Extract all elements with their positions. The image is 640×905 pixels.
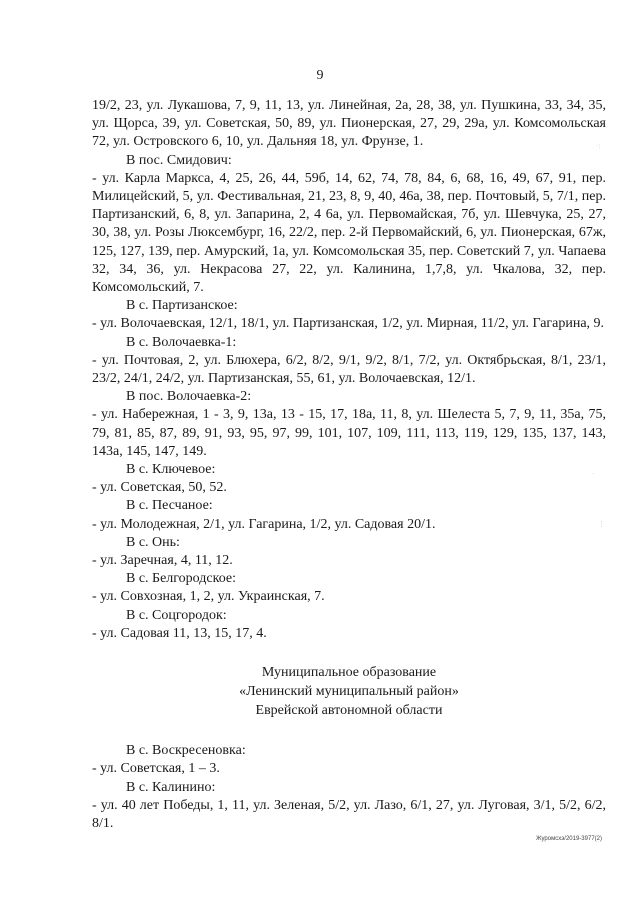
settlement-heading: В с. Воскресеновка: — [126, 743, 246, 759]
settlement-heading: В с. Соцгородок: — [126, 607, 227, 623]
address-list: - ул. 40 лет Победы, 1, 11, ул. Зеленая, 5/2, ул. Лазо, 6/1, 27, ул. Луговая, 3/1, 5/2, 6/2, 8/1. — [92, 797, 606, 831]
settlement-heading: В с. Ключевое: — [126, 462, 216, 478]
address-list: - ул. Советская, 1 – 3. — [92, 761, 220, 777]
address-list: - ул. Молодежная, 2/1, ул. Гагарина, 1/2, ул. Садовая 20/1. — [92, 516, 436, 532]
section-heading — [92, 663, 606, 720]
scan-speck: · — [592, 470, 595, 478]
settlement-list-smidovich-district — [92, 97, 606, 643]
settlement-heading: В с. Партизанское: — [126, 298, 238, 314]
section-heading-line: «Ленинский муниципальный район» — [239, 684, 459, 700]
settlement-heading: В с. Онь: — [126, 534, 180, 550]
address-list: - ул. Почтовая, 2, ул. Блюхера, 6/2, 8/2, 9/1, 9/2, 8/1, 7/2, ул. Октябрьская, 8/1, 23/1, 23/2, 24/1, 24/2, ул. Партизанская, 55, 61, ул. Волочаевская, 12/1. — [92, 352, 606, 387]
settlement-heading: В с. Белгородское: — [126, 571, 236, 587]
settlement-list-leninsky-district — [92, 742, 606, 833]
document-body — [92, 97, 606, 833]
address-list: 19/2, 23, ул. Лукашова, 7, 9, 11, 13, ул. Линейная, 2а, 28, 38, ул. Пушкина, 33, 34, 35, ул. Щорса, 39, ул. Советская, 50, 89, ул. Пионерская, 27, 29, 29а, ул. Комсомольская 72, ул. Островского 6, 10, ул. Дальняя 18, ул. Фрунзе, 1. — [92, 98, 606, 150]
document-registration-code: Журомсхэ/2019-3977(2) — [536, 836, 602, 842]
address-list: - ул. Заречная, 4, 11, 12. — [92, 553, 233, 569]
scan-speck: ·: — [596, 142, 601, 150]
section-heading-line: Муниципальное образование — [261, 665, 437, 681]
address-list: - ул. Волочаевская, 12/1, 18/1, ул. Партизанская, 1/2, ул. Мирная, 11/2, ул. Гагарина, 9. — [92, 316, 605, 332]
settlement-heading: В пос. Волочаевка-2: — [126, 389, 252, 405]
settlement-heading: В с. Песчаное: — [126, 498, 213, 514]
address-list: - ул. Садовая 11, 13, 15, 17, 4. — [92, 625, 267, 641]
page-number: 9 — [316, 68, 324, 83]
address-list: - ул. Совхозная, 1, 2, ул. Украинская, 7. — [92, 589, 325, 605]
address-list: - ул. Карла Маркса, 4, 25, 26, 44, 59б, 14, 62, 74, 78, 84, 6, 68, 16, 49, 67, 91, пер. Милицейский, 5, ул. Фестивальная, 21, 23, 8, 9, 40, 46а, 38, пер. Почтовый, 5, 7/1, пер. Партизанский, 6, 8, ул. Запарина, 2, 4 6а, ул. Первомайская, 7б, ул. Шевчука, 25, 27, 30, 38, ул. Розы Люксембург, 16, 22/2, пер. 2-й Первомайский, 6, ул. Пионерская, 67ж, 125, 127, 139, пер. Амурский, 1а, ул. Комсомольская 35, пер. Советский 7, ул. Чапаева 32, 34, 36, ул. Некрасова 27, 22, ул. Калинина, 1,7,8, ул. Чкалова, 32, пер. Комсомольский, 7. — [92, 170, 606, 296]
settlement-heading: В пос. Смидович: — [126, 152, 232, 168]
address-list: - ул. Набережная, 1 - 3, 9, 13а, 13 - 15, 17, 18а, 11, 8, ул. Шелеста 5, 7, 9, 11, 35а, 75, 79, 81, 85, 87, 89, 91, 93, 95, 97, 99, 101, 107, 109, 111, 113, 119, 129, 135, 137, 143, 143а, 145, 147, 149. — [92, 407, 606, 459]
address-list: - ул. Советская, 50, 52. — [92, 480, 227, 496]
section-heading-line: Еврейской автономной области — [255, 703, 443, 719]
settlement-heading: В с. Волочаевка-1: — [126, 334, 237, 350]
scan-speck: ⋮ — [598, 520, 605, 528]
settlement-heading: В с. Калинино: — [126, 779, 216, 795]
